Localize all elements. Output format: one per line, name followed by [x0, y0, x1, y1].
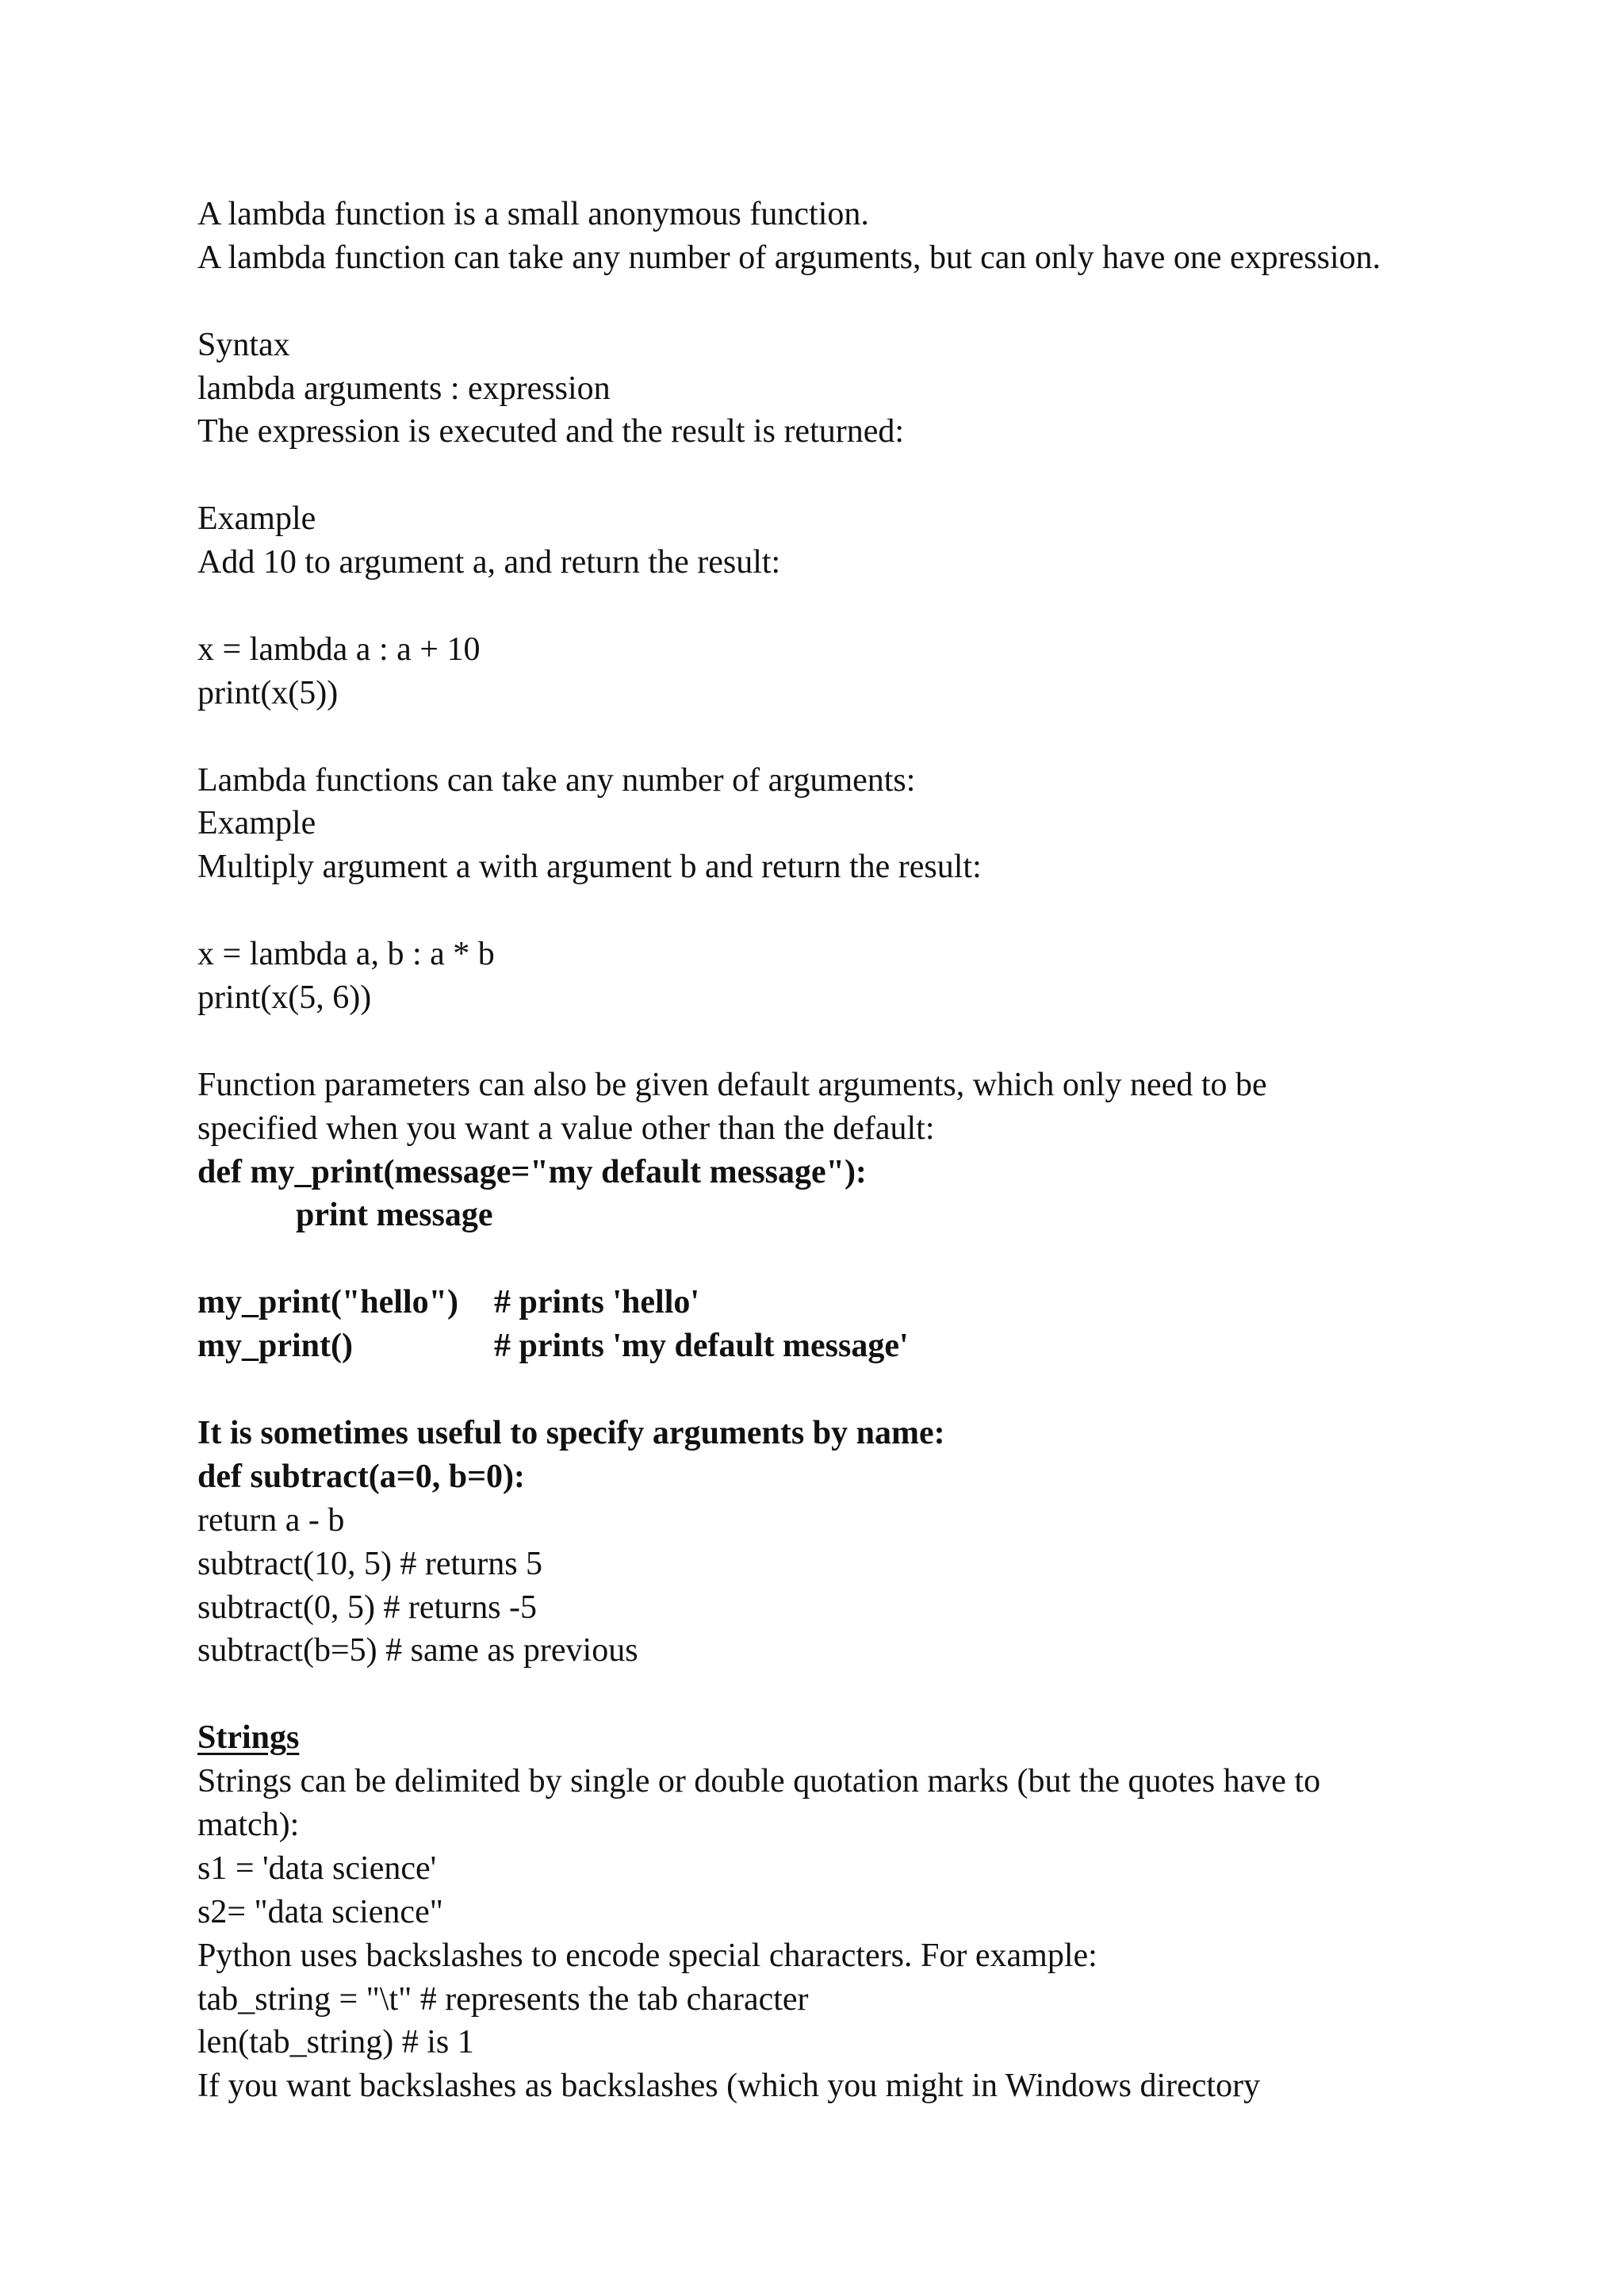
strings-s2-line: s2= "data science": [197, 1893, 443, 1930]
backslash-note: Python uses backslashes to encode special characters. For example:: [197, 1937, 1097, 1974]
syntax-heading: Syntax: [197, 326, 290, 363]
example-1-description: Add 10 to argument a, and return the result:: [197, 544, 781, 581]
named-args-heading: It is sometimes useful to specify arguments by name:: [197, 1414, 945, 1451]
multi-args-note: Lambda functions can take any number of arguments:: [197, 761, 916, 799]
spacer: [197, 585, 1434, 628]
example-2-description: Multiply argument a with argument b and return the result:: [197, 849, 982, 886]
example-2-code-line-1: x = lambda a, b : a * b: [197, 936, 495, 973]
spacer: [197, 715, 1434, 759]
spacer: [197, 1673, 1434, 1716]
my-print-body-line: print message: [296, 1197, 493, 1234]
subtract-def-line: def subtract(a=0, b=0):: [197, 1458, 525, 1495]
document-body: [197, 193, 1434, 2108]
subtract-call-3: subtract(b=5) # same as previous: [197, 1632, 638, 1669]
example-1-code-line-2: print(x(5)): [197, 674, 339, 711]
spacer: [197, 1368, 1434, 1412]
my-print-call-2-code: my_print(): [197, 1328, 353, 1365]
syntax-note: The expression is executed and the result is returned:: [197, 413, 905, 450]
subtract-call-2: subtract(0, 5) # returns -5: [197, 1589, 538, 1626]
subtract-call-1: subtract(10, 5) # returns 5: [197, 1545, 543, 1582]
lambda-intro-line-2: A lambda function can take any number of arguments, but can only have one expression.: [197, 239, 1381, 276]
example-2-code-line-2: print(x(5, 6)): [197, 979, 372, 1017]
len-line: len(tab_string) # is 1: [197, 2024, 474, 2061]
tab-string-line: tab_string = "\t" # represents the tab character: [197, 1980, 809, 2018]
spacer: [197, 280, 1434, 324]
spacer: [197, 454, 1434, 497]
my-print-def-line: def my_print(message="my default message"):: [197, 1153, 867, 1190]
spacer: [197, 1020, 1434, 1064]
subtract-return-line: return a - b: [197, 1501, 345, 1539]
my-print-call-2-comment: # prints 'my default message': [494, 1328, 909, 1365]
my-print-call-1-comment: # prints 'hello': [494, 1284, 700, 1321]
example-1-code-line-1: x = lambda a : a + 10: [197, 631, 481, 668]
example-1-heading: Example: [197, 500, 316, 538]
defaults-paragraph-line-1: Function parameters can also be given default arguments, which only need to be: [197, 1066, 1267, 1103]
spacer: [197, 889, 1434, 933]
defaults-paragraph-line-2: specified when you want a value other than the default:: [197, 1110, 935, 1147]
my-print-call-1-code: my_print("hello"): [197, 1284, 458, 1321]
lambda-intro-line-1: A lambda function is a small anonymous function.: [197, 196, 869, 232]
strings-heading: Strings: [197, 1719, 300, 1757]
my-print-call-2: [197, 1324, 1434, 1368]
strings-description-line-1: Strings can be delimited by single or double quotation marks (but the quotes have to: [197, 1763, 1321, 1800]
syntax-code: lambda arguments : expression: [197, 370, 611, 407]
my-print-call-1: [197, 1281, 1434, 1324]
example-2-heading: Example: [197, 805, 316, 842]
spacer: [197, 1237, 1434, 1281]
strings-s1-line: s1 = 'data science': [197, 1849, 437, 1887]
strings-description-line-2: match):: [197, 1806, 300, 1843]
windows-note-line: If you want backslashes as backslashes (which you might in Windows directory: [197, 2068, 1261, 2105]
